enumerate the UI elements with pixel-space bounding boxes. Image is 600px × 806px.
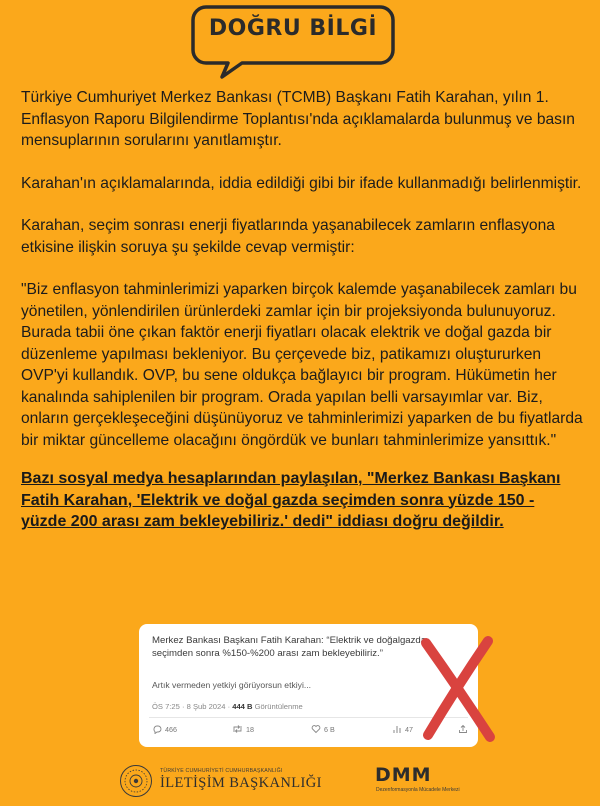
quote-paragraph: "Biz enflasyon tahminlerimizi yaparken birçok kalemde yaşanabilecek zamları bu yönetilen, yönlendirilen ürünlerdeki zamlar için bir projeksiyonda bulunuyoruz. Burada tabii öne çıkan faktör enerji fiyatları olacak elektrik ve doğal gazda bir düzenleme yapılması bekleniyor. Bu çerçevede biz, patikamızı oluştururken OVP'yi kullandık. OVP, bu sene oldukça bağlayıcı bir program. Hükümetin her kanalında sahiplenilen bir program. Orada yapılan belli varsayımlar var. Biz, onların gerçekleşeceğini düşünüyoruz ve tahminlerimizi yaparken de bu fiyatlarda bir miktar güncelleme olacağını öngördük ve bunları tahminlerimize yansıttık." — [21, 281, 583, 449]
cross-mark-icon — [418, 633, 498, 745]
logo-title: İLETİŞİM BAŞKANLIĞI — [160, 775, 322, 791]
verdict-badge — [190, 4, 412, 80]
tweet-time: ÖS 7:25 · 8 Şub 2024 · — [152, 702, 231, 711]
tweet-timestamp — [152, 702, 303, 711]
tweet-views-count: 444 B — [232, 702, 253, 711]
retweet-action — [232, 724, 254, 734]
tweet-views-label: Görüntülenme — [254, 702, 303, 711]
like-action — [311, 724, 335, 734]
claim-statement: Bazı sosyal medya hesaplarından paylaşılan, "Merkez Bankası Başkanı Fatih Karahan, 'Elektrik ve doğal gazda seçimden sonra yüzde 150 - yüzde 200 arası zam bekleyebiliriz.' dedi" iddiası doğru değildir. — [21, 470, 561, 530]
retweet-count: 18 — [246, 724, 254, 734]
heart-icon — [311, 724, 321, 734]
paragraph: Karahan, seçim sonrası enerji fiyatlarında yaşanabilecek zamların enflasyona etkisine ilişkin soruya şu şekilde cevap vermiştir: — [21, 217, 555, 256]
reply-count: 466 — [165, 724, 177, 734]
dmm-logo — [375, 764, 475, 794]
like-count: 6 B — [324, 724, 335, 734]
paragraph: Karahan'ın açıklamalarında, iddia edildiği gibi bir ifade kullanmadığı belirlenmiştir. — [21, 174, 582, 192]
dmm-logo-text: DMM — [375, 764, 432, 786]
dmm-logo-subtitle: Dezenformasyonla Mücadele Merkezi — [376, 787, 460, 793]
reply-icon — [152, 724, 162, 734]
reply-action — [152, 724, 177, 734]
presidential-seal-icon — [119, 764, 153, 798]
paragraph: Türkiye Cumhuriyet Merkez Bankası (TCMB) Başkanı Fatih Karahan, yılın 1. Enflasyon Raporu Bilgilendirme Toplantısı'nda açıklamalarda bulunmuş ve basın mensuplarının sorularını yanıtlamıştır. — [21, 89, 575, 149]
tweet-reply-text: Artık vermeden yetkiyi görüyorsun etkiyi... — [152, 680, 312, 690]
retweet-icon — [232, 724, 243, 734]
views-action — [392, 724, 413, 734]
verdict-label: DOĞRU BİLGİ — [208, 16, 378, 41]
article-body — [21, 87, 583, 533]
bar-chart-icon — [392, 724, 402, 734]
iletisim-baskanligi-logo — [119, 764, 322, 798]
tweet-text: Merkez Bankası Başkanı Fatih Karahan: “Elektrik ve doğalgazda seçimden sonra %150-%200 arası zam bekleyebiliriz.” — [152, 635, 427, 659]
logo-subtitle: TÜRKİYE CUMHURİYETİ CUMHURBAŞKANLIĞI — [160, 768, 283, 774]
bookmark-count: 47 — [405, 724, 413, 734]
